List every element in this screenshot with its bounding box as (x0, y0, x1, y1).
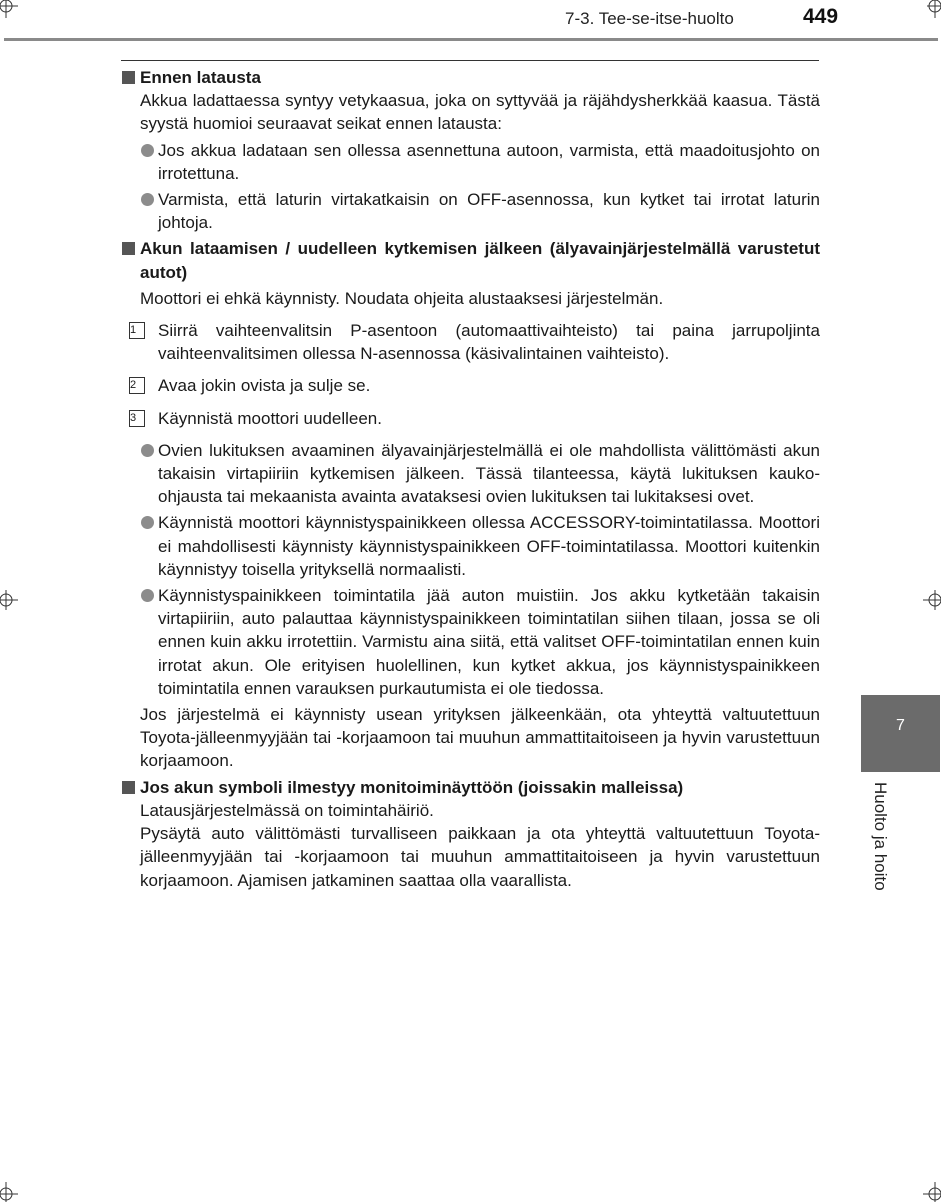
step-text: Siirrä vaihteenvalitsin P-asentoon (automaattivaihteisto) tai paina jarrupoljinta vaihteenvalitsimen ollessa N-asennossa (käsivalintainen vaihteisto). (158, 321, 820, 364)
header-divider (4, 38, 938, 41)
step-number: 2 (129, 377, 145, 394)
bullet-dot-icon (141, 193, 154, 206)
bullet-dot-icon (141, 144, 154, 157)
paragraph: Latausjärjestelmässä on toimintahäiriö. (140, 800, 434, 820)
list-item (121, 439, 820, 509)
crop-mark-bottom-right-icon (919, 1178, 941, 1202)
chapter-title: Huolto ja hoito (871, 782, 890, 891)
square-bullet-icon (122, 781, 135, 794)
list-item (121, 139, 820, 185)
heading-text: Akun lataamisen / uudelleen kytkemisen jälkeen (älyavainjärjestelmällä varustetut autot) (140, 239, 820, 282)
step-number: 1 (129, 322, 145, 339)
step-text: Käynnistä moottori uudelleen. (158, 408, 382, 428)
heading-before-charging (121, 66, 820, 89)
step-item (121, 407, 820, 430)
chapter-title-vertical (866, 782, 892, 912)
content-top-divider (121, 60, 819, 61)
paragraph: Moottori ei ehkä käynnisty. Noudata ohjeita alustaaksesi järjestelmän. (140, 288, 664, 308)
list-item-text: Käynnistä moottori käynnistyspainikkeen ollessa ACCESSORY-toimintatilassa. Moottori ei mahdollisesti käynnisty käynnistyspainikkeen OFF-toimintatilassa. Moottori kuitenkin käynnistyy toisella yrityksellä normaalisti. (158, 513, 820, 579)
list-item-text: Ovien lukituksen avaaminen älyavainjärjestelmällä ei ole mahdollista välittömästi akun takaisin virtapiiriin kytkemisen jälkeen. Tässä tilanteessa, käytä lukituksen kauko-ohjausta tai mekaanista avainta avataksesi ovien lukituksen tai lukitaksesi ovet. (158, 440, 820, 507)
paragraph: Jos järjestelmä ei käynnisty usean yrityksen jälkeenkään, ota yhteyttä valtuutettuun Toyota-jälleenmyyjään tai -korjaamoon tai muuhun ammattitaitoiseen ja hyvin varustettuun korjaamoon. (140, 705, 820, 771)
list-item (121, 511, 820, 581)
paragraph: Pysäytä auto välittömästi turvalliseen paikkaan ja ota yhteyttä valtuutettuun Toyota-jälleenmyyjään tai -korjaamoon tai muuhun ammattitaitoiseen ja hyvin varustettuun korjaamoon. Ajamisen jatkaminen saattaa olla vaarallista. (140, 824, 820, 890)
page-content (121, 66, 820, 892)
square-bullet-icon (122, 71, 135, 84)
list-item-text: Jos akkua ladataan sen ollessa asennettuna autoon, varmista, että maadoitusjohto on irrotettuna. (158, 140, 820, 183)
list-item (121, 584, 820, 700)
step-item (121, 374, 820, 397)
crop-mark-mid-right-icon (921, 588, 941, 612)
section-title: 7-3. Tee-se-itse-huolto (565, 9, 734, 28)
step-text: Avaa jokin ovista ja sulje se. (158, 376, 371, 396)
paragraph: Akkua ladattaessa syntyy vetykaasua, joka on syttyvää ja räjähdysherkkää kaasua. Tästä syystä huomioi seuraavat seikat ennen latausta: (140, 91, 820, 134)
page-header (0, 0, 941, 44)
crop-mark-bottom-left-icon (0, 1178, 22, 1202)
step-item (121, 319, 820, 365)
heading-battery-symbol (121, 776, 820, 799)
heading-text: Ennen latausta (140, 68, 261, 87)
list-item (121, 188, 820, 234)
heading-after-charging (121, 237, 820, 283)
chapter-number: 7 (896, 717, 905, 734)
bullet-dot-icon (141, 516, 154, 529)
bullet-dot-icon (141, 589, 154, 602)
crop-mark-mid-left-icon (0, 588, 20, 612)
list-item-text: Varmista, että laturin virtakatkaisin on OFF-asennossa, kun kytket tai irrotat laturin johtoja. (158, 190, 820, 233)
list-item-text: Käynnistyspainikkeen toimintatila jää auton muistiin. Jos akku kytketään takaisin virtapiiriin, auto palauttaa käynnistyspainikkeen toimintatilan siihen tilaan, jossa se oli ennen kuin akku irrotettiin. Varmistu aina siitä, että valitset OFF-toimintatilan ennen kuin irrotat akun. Ole erityisen huolellinen, kun kytket akkua, jos käynnistyspainikkeen toimintatila ennen varauksen purkautumista ei ole tiedossa. (158, 586, 820, 698)
bullet-dot-icon (141, 444, 154, 457)
square-bullet-icon (122, 242, 135, 255)
heading-text: Jos akun symboli ilmestyy monitoiminäyttöön (joissakin malleissa) (140, 777, 684, 797)
chapter-tab (861, 695, 940, 772)
step-number: 3 (129, 410, 145, 427)
page-number: 449 (803, 5, 839, 28)
